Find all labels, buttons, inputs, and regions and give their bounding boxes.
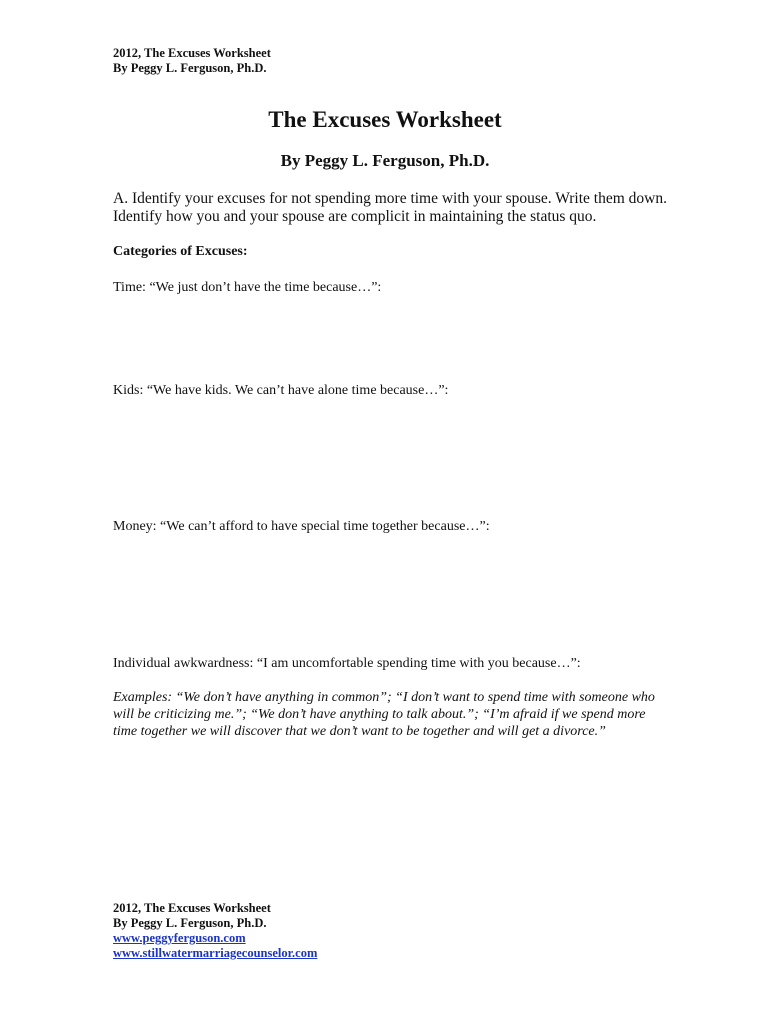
page-header xyxy=(113,46,271,76)
categories-heading: Categories of Excuses: xyxy=(113,244,248,259)
header-line-1: 2012, The Excuses Worksheet xyxy=(113,46,271,60)
header-line-2: By Peggy L. Ferguson, Ph.D. xyxy=(113,61,267,75)
footer-link-stillwater[interactable]: www.stillwatermarriagecounselor.com xyxy=(113,946,318,960)
question-money: Money: “We can’t afford to have special time together because…”: xyxy=(113,519,490,534)
question-awkwardness: Individual awkwardness: “I am uncomfortable spending time with you because…”: xyxy=(113,656,581,671)
question-kids: Kids: “We have kids. We can’t have alone time because…”: xyxy=(113,383,449,398)
instruction-paragraph: A. Identify your excuses for not spending more time with your spouse. Write them down. Identify how you and your spouse are complicit in maintaining the status quo. xyxy=(113,190,667,225)
examples-paragraph: Examples: “We don’t have anything in common”; “I don’t want to spend time with someone who will be criticizing me.”; “We don’t have anything to talk about.”; “I’m afraid if we spend more time together we will discover that we don’t want to be together and will get a divorce.” xyxy=(113,690,655,739)
page-footer xyxy=(113,901,317,961)
document-byline: By Peggy L. Ferguson, Ph.D. xyxy=(280,151,490,170)
footer-line-2: By Peggy L. Ferguson, Ph.D. xyxy=(113,916,267,930)
footer-line-1: 2012, The Excuses Worksheet xyxy=(113,901,271,915)
question-time: Time: “We just don’t have the time because…”: xyxy=(113,280,382,295)
document-title: The Excuses Worksheet xyxy=(268,107,502,132)
footer-link-peggyferguson[interactable]: www.peggyferguson.com xyxy=(113,931,246,945)
